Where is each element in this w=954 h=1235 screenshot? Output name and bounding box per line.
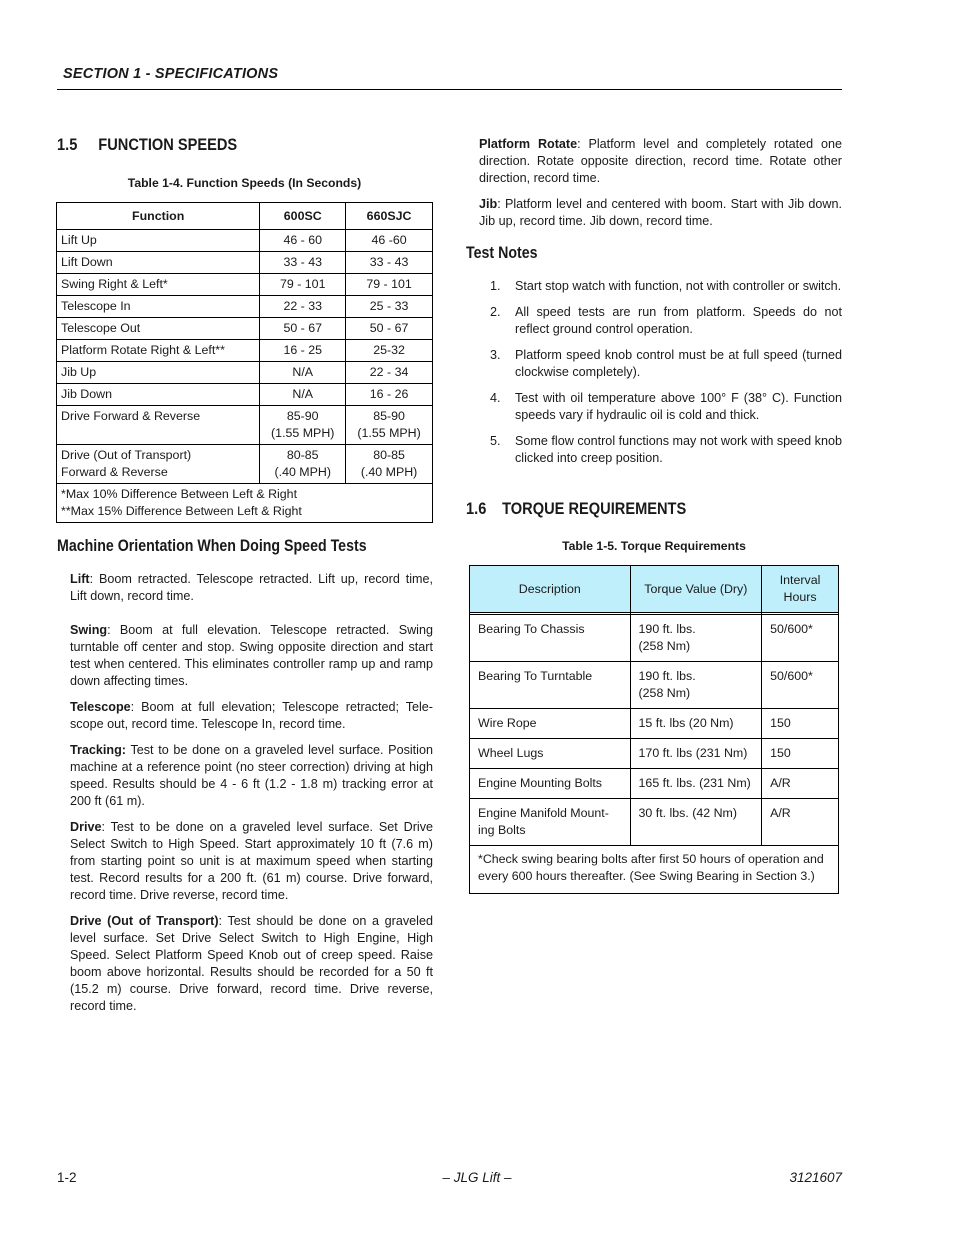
table-note-row	[470, 846, 839, 894]
list-item	[480, 304, 842, 338]
value-cell	[260, 445, 346, 484]
item-text: Some flow control functions may not work with speed knob clicked into creep position.	[515, 434, 842, 465]
section-number: 1.5	[57, 135, 78, 154]
footer-center: – JLG Lift –	[442, 1170, 512, 1185]
value-cell: 50 - 67	[346, 318, 433, 340]
torque-cell: 30 ft. lbs. (42 Nm)	[630, 799, 762, 846]
label: Lift	[70, 572, 90, 586]
text: : Test to be done on a graveled level surface. Set Drive Select Switch to High Speed. Start approximately 10 ft (7.6 m) from starting point so unit is at maximum speed when starting test. Record results for a 200 ft. (61 m) course. Drive forward, record time. Drive reverse, record time.	[70, 820, 433, 902]
torque-table	[469, 565, 839, 894]
table-row	[57, 252, 433, 274]
label: Jib	[479, 197, 498, 211]
list-item	[480, 347, 842, 381]
text: : Platform level and completely rotated one direction. Rotate opposite direction, record time. Rotate other direction, record time.	[479, 137, 842, 185]
interval-cell: A/R	[762, 769, 839, 799]
table-row	[470, 739, 839, 769]
function-cell: Telescope Out	[57, 318, 260, 340]
item-text: Platform speed knob control must be at full speed (turned clockwise completely).	[515, 348, 842, 379]
paragraph-jib	[479, 196, 842, 230]
column-header	[762, 566, 839, 613]
text: : Platform level and centered with boom. Start with Jib down. Jib up, record time. Jib down, record time.	[479, 197, 842, 228]
orientation-text	[70, 571, 433, 1015]
value-subtext: (.40 MPH)	[360, 465, 418, 479]
function-text: Drive (Out of Transport)	[61, 448, 192, 462]
value-cell	[260, 406, 346, 445]
value-subtext: (1.55 MPH)	[271, 426, 335, 440]
value-cell: N/A	[260, 362, 346, 384]
paragraph-swing	[70, 622, 433, 690]
torque-cell	[630, 615, 762, 662]
value-cell: 22 - 33	[260, 296, 346, 318]
header-line: Hours	[783, 590, 817, 604]
value-subtext: (.40 MPH)	[274, 465, 331, 479]
text: : Test should be done on a graveled level surface. Set Drive Select Switch to High Engine, High Speed. Select Platform Speed Knob out of creep speed. Raise boom above horizontal. Results should be recorded for a 50 ft (15.2 m) course. Drive forward, record time. Drive reverse, record time.	[70, 914, 433, 1013]
value-cell: 25-32	[346, 340, 433, 362]
value-text: 80-85	[286, 448, 319, 462]
value-text: 85-90	[373, 409, 405, 423]
note-line: *Max 10% Difference Between Left & Right	[61, 487, 298, 501]
function-speeds-table	[56, 202, 433, 523]
paragraph-telescope	[70, 699, 433, 733]
function-text: Drive Forward & Reverse	[61, 409, 201, 423]
paragraph-tracking	[70, 742, 433, 810]
table-row	[470, 799, 839, 846]
list-item	[480, 390, 842, 424]
table-row	[57, 445, 433, 484]
note-line: **Max 15% Difference Between Left & Right	[61, 504, 302, 518]
function-cell	[57, 445, 260, 484]
item-text: Start stop watch with function, not with controller or switch.	[515, 279, 842, 293]
description-subtext: ing Bolts	[478, 823, 526, 837]
list-item	[480, 278, 842, 295]
label: Platform Rotate	[479, 137, 578, 151]
value-cell: 25 - 33	[346, 296, 433, 318]
value-text: 80-85	[373, 448, 405, 462]
torque-cell: 15 ft. lbs (20 Nm)	[630, 709, 762, 739]
description-cell	[470, 799, 631, 846]
orientation-text-continued	[479, 136, 842, 230]
section-heading-torque	[466, 500, 686, 517]
column-header: Function	[57, 203, 260, 230]
value-text: 85-90	[286, 409, 319, 423]
torque-text: 190 ft. lbs.	[638, 669, 696, 683]
text: Test to be done on a graveled level surface. Position machine at a reference point (no steer correction) driving at high speed. Results should be 4 - 6 ft (1.2 - 1.8 m) tracking error at 200 ft (61 m).	[70, 743, 433, 808]
paragraph-drive-out-of-transport	[70, 913, 433, 1015]
item-number: 1.	[490, 279, 501, 293]
value-cell: 46 -60	[346, 230, 433, 252]
value-cell	[346, 445, 433, 484]
value-cell: 79 - 101	[346, 274, 433, 296]
description-cell: Wheel Lugs	[470, 739, 631, 769]
description-text: Engine Manifold Mount-	[478, 806, 609, 820]
test-notes-list	[480, 278, 842, 476]
value-cell: 22 - 34	[346, 362, 433, 384]
item-number: 2.	[490, 305, 501, 319]
subsection-heading: Machine Orientation When Doing Speed Tests	[57, 537, 367, 555]
column-header: Torque Value (Dry)	[630, 566, 762, 613]
text: : Boom retracted. Telescope retracted. Lift up, record time, Lift down, record time.	[70, 572, 433, 603]
column-header: 660SJC	[346, 203, 433, 230]
table-row	[470, 615, 839, 662]
header-line: Interval	[779, 573, 821, 587]
function-cell: Telescope In	[57, 296, 260, 318]
label: Tracking:	[70, 743, 126, 757]
page-number: 1-2	[57, 1170, 77, 1185]
label: Drive	[70, 820, 102, 834]
function-cell: Swing Right & Left*	[57, 274, 260, 296]
section-header: SECTION 1 - SPECIFICATIONS	[63, 66, 279, 82]
function-cell: Jib Up	[57, 362, 260, 384]
paragraph-lift	[70, 571, 433, 605]
paragraph-platform-rotate	[479, 136, 842, 187]
table-row	[470, 662, 839, 709]
table-row	[57, 362, 433, 384]
column-header: 600SC	[260, 203, 346, 230]
interval-cell: 150	[762, 709, 839, 739]
table-caption: Table 1-5. Torque Requirements	[562, 539, 746, 553]
table-row	[470, 769, 839, 799]
table-note: *Check swing bearing bolts after first 50 hours of operation and every 600 hours thereafter. (See Swing Bearing in Section 3.)	[470, 846, 839, 894]
interval-cell: 50/600*	[762, 662, 839, 709]
torque-cell: 165 ft. lbs. (231 Nm)	[630, 769, 762, 799]
interval-cell: 50/600*	[762, 615, 839, 662]
item-number: 5.	[490, 434, 501, 448]
table-note	[57, 484, 433, 523]
value-cell: 79 - 101	[260, 274, 346, 296]
item-text: All speed tests are run from platform. Speeds do not reflect ground control operation.	[515, 305, 842, 336]
torque-subtext: (258 Nm)	[638, 639, 691, 653]
function-cell: Platform Rotate Right & Left**	[57, 340, 260, 362]
table-caption: Table 1-4. Function Speeds (In Seconds)	[127, 176, 362, 190]
description-cell: Wire Rope	[470, 709, 631, 739]
value-cell: 33 - 43	[260, 252, 346, 274]
table-row	[57, 406, 433, 445]
value-cell	[346, 406, 433, 445]
text: : Boom at full elevation; Telescope retracted; Tele-scope out, record time. Telescope In, record time.	[70, 700, 433, 731]
description-cell: Bearing To Turntable	[470, 662, 631, 709]
label: Drive (Out of Transport)	[70, 914, 219, 928]
value-cell: 46 - 60	[260, 230, 346, 252]
table-row	[57, 384, 433, 406]
table-row	[57, 230, 433, 252]
interval-cell: A/R	[762, 799, 839, 846]
value-cell: 16 - 26	[346, 384, 433, 406]
function-cell	[57, 406, 260, 445]
table-row	[57, 274, 433, 296]
interval-cell: 150	[762, 739, 839, 769]
table-row	[57, 318, 433, 340]
value-cell: 16 - 25	[260, 340, 346, 362]
value-cell: N/A	[260, 384, 346, 406]
section-title: FUNCTION SPEEDS	[98, 135, 238, 154]
torque-cell: 170 ft. lbs (231 Nm)	[630, 739, 762, 769]
item-number: 3.	[490, 348, 501, 362]
function-cell: Lift Up	[57, 230, 260, 252]
function-subtext: Forward & Reverse	[61, 465, 168, 479]
value-cell: 33 - 43	[346, 252, 433, 274]
description-cell: Engine Mounting Bolts	[470, 769, 631, 799]
function-cell: Jib Down	[57, 384, 260, 406]
value-cell: 50 - 67	[260, 318, 346, 340]
section-heading-function-speeds	[57, 136, 237, 153]
column-header: Description	[470, 566, 631, 613]
item-text: Test with oil temperature above 100° F (38° C). Function speeds vary if hydraulic oil is cold and thick.	[515, 391, 842, 422]
label: Swing	[70, 623, 108, 637]
label: Telescope	[70, 700, 131, 714]
text: : Boom at full elevation. Telescope retracted. Swing turntable off center and stop. Swing opposite direction and start test when centered. This eliminates controller ramp up and ramp down affecting times.	[70, 623, 433, 688]
table-note-row	[57, 484, 433, 523]
header-rule	[57, 89, 842, 90]
description-cell: Bearing To Chassis	[470, 615, 631, 662]
item-number: 4.	[490, 391, 501, 405]
paragraph-drive	[70, 819, 433, 904]
table-row	[57, 340, 433, 362]
table-row	[57, 296, 433, 318]
table-row	[470, 709, 839, 739]
torque-cell	[630, 662, 762, 709]
torque-subtext: (258 Nm)	[638, 686, 691, 700]
list-item	[480, 433, 842, 467]
function-cell: Lift Down	[57, 252, 260, 274]
test-notes-heading: Test Notes	[466, 244, 538, 262]
value-subtext: (1.55 MPH)	[357, 426, 421, 440]
document-number: 3121607	[789, 1170, 842, 1185]
section-title: TORQUE REQUIREMENTS	[502, 499, 687, 518]
section-number: 1.6	[466, 499, 487, 518]
torque-text: 190 ft. lbs.	[638, 622, 696, 636]
